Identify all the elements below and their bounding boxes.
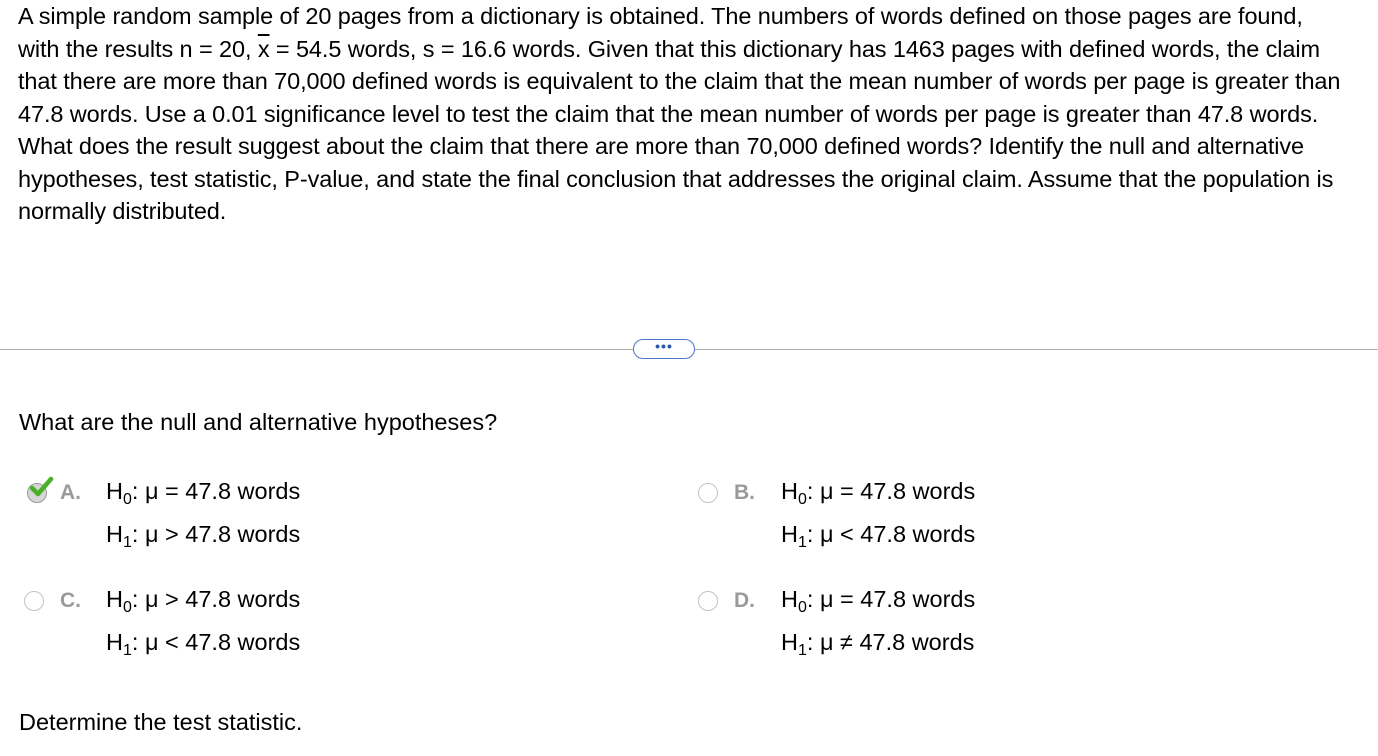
option-b-h1: $H_1$: μ < 47.8 words <box>781 521 976 551</box>
option-d-h1: $H_1$: μ ≠ 47.8 words <box>781 629 975 659</box>
question-test-statistic: Determine the test statistic. <box>19 709 303 735</box>
option-c-h0: $H_0$: μ > 47.8 words <box>106 586 301 616</box>
option-d-letter: D. <box>734 589 755 612</box>
option-a-h0: $H_0$: μ = 47.8 words <box>106 478 301 508</box>
option-b-letter: B. <box>734 481 755 504</box>
question-hypotheses: What are the null and alternative hypotheses? <box>19 409 498 435</box>
problem-text-part2: = 54.5 words, s = 16.6 words. Given that this dictionary has 1463 pages with defined words, the claim that there are more than 70,000 defined words is equivalent to the claim that the mean number of words per page is greater than 47.8 words. Use a 0.01 significance level to test the claim that the mean number of words per page is greater than 47.8 words. What does the result suggest about the claim that there are more than 70,000 defined words? Identify the null and alternative hypotheses, test statistic, P-value, and state the final conclusion that addresses the original claim. Assume that the population is normally distributed. <box>18 35 1341 224</box>
radio-option-d[interactable] <box>698 591 718 611</box>
option-d-h0: $H_0$: μ = 47.8 words <box>781 586 976 616</box>
radio-option-c[interactable] <box>24 591 44 611</box>
option-b-h0: $H_0$: μ = 47.8 words <box>781 478 976 508</box>
option-c-letter: C. <box>60 589 81 612</box>
problem-statement <box>18 0 1348 228</box>
radio-option-b[interactable] <box>698 483 718 503</box>
option-a-h1: $H_1$: μ > 47.8 words <box>106 521 301 551</box>
problem-text-part1: A simple random sample of 20 pages from a dictionary is obtained. The numbers of words defined on those pages are found, with the results n = 20, <box>18 3 1303 62</box>
show-more-button[interactable]: ••• <box>633 339 695 359</box>
option-c-h1: $H_1$: μ < 47.8 words <box>106 629 301 659</box>
checkmark-icon <box>28 476 54 498</box>
option-a-letter: A. <box>60 481 81 504</box>
xbar-symbol: $\overline{x}$ <box>257 35 270 62</box>
